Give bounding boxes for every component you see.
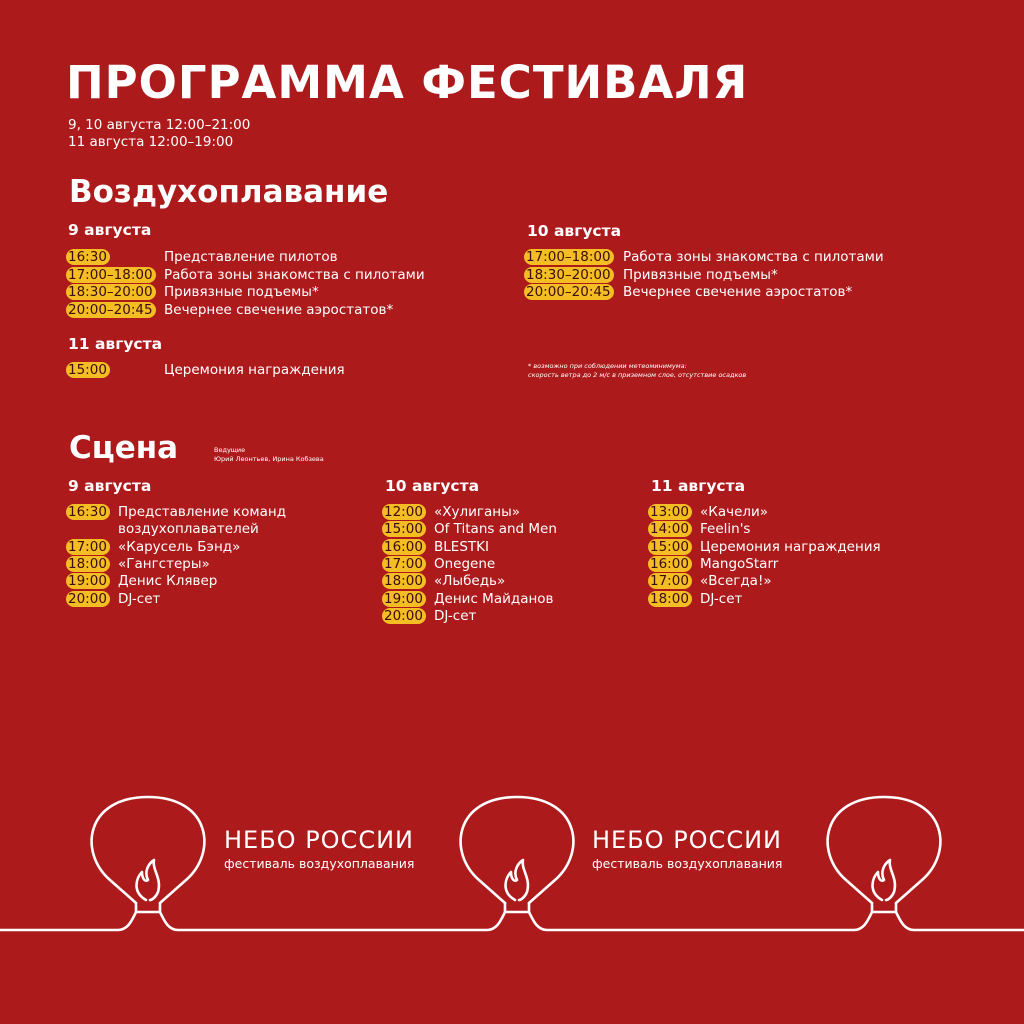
time-badge: 15:00 xyxy=(66,362,110,378)
time-badge: 17:00 xyxy=(648,573,692,589)
day-heading: 11 августа xyxy=(68,335,163,353)
event-name: «Карусель Бэнд» xyxy=(118,538,241,555)
time-badge: 19:00 xyxy=(382,591,426,607)
time-badge: 17:00 xyxy=(382,556,426,572)
balloon-basket xyxy=(872,903,896,912)
time-badge: 20:00 xyxy=(66,591,110,607)
time-badge: 16:00 xyxy=(648,556,692,572)
event-name-continued: воздухоплавателей xyxy=(118,521,259,538)
event-name: Церемония награждения xyxy=(700,538,881,555)
event-name: Of Titans and Men xyxy=(434,521,557,538)
page-title: ПРОГРАММА ФЕСТИВАЛЯ xyxy=(66,56,749,109)
time-badge: 17:00 xyxy=(66,539,110,555)
footnote-line: * возможно при соблюдении метеоминимума: xyxy=(528,362,687,370)
event-name: Представление пилотов xyxy=(164,249,338,265)
day-heading: 9 августа xyxy=(68,221,152,239)
time-badge: 18:00 xyxy=(66,556,110,572)
time-badge: 19:00 xyxy=(66,573,110,589)
balloon-envelope xyxy=(461,797,574,903)
time-badge: 18:30–20:00 xyxy=(524,267,614,283)
time-badge: 20:00 xyxy=(382,608,426,624)
event-name: «Хулиганы» xyxy=(434,504,521,520)
event-name: «Качели» xyxy=(700,504,769,520)
time-badge: 17:00–18:00 xyxy=(66,267,156,283)
day-heading: 9 августа xyxy=(68,477,152,495)
event-name: MangoStarr xyxy=(700,555,779,572)
flame-icon xyxy=(506,860,528,900)
time-badge: 20:00–20:45 xyxy=(66,302,156,318)
day-heading: 10 августа xyxy=(385,477,480,495)
event-name: Работа зоны знакомства с пилотами xyxy=(623,249,884,265)
time-badge: 18:00 xyxy=(648,591,692,607)
flame-icon xyxy=(137,860,159,900)
event-name: «Гангстеры» xyxy=(118,555,210,572)
brand-subtitle: фестиваль воздухоплавания xyxy=(224,856,415,871)
balloon-basket xyxy=(136,903,160,912)
event-name: DJ-сет xyxy=(434,607,477,624)
event-name: «Лыбедь» xyxy=(434,573,506,590)
ground-line xyxy=(0,912,1024,930)
time-badge: 15:00 xyxy=(648,539,692,555)
section-title-stage: Сцена xyxy=(69,430,179,466)
day-heading: 10 августа xyxy=(527,222,622,240)
event-name: Привязные подъемы* xyxy=(623,266,778,283)
event-name: Вечернее свечение аэростатов* xyxy=(164,301,394,318)
event-name: Денис Клявер xyxy=(118,573,218,590)
event-name: Вечернее свечение аэростатов* xyxy=(623,284,853,300)
time-badge: 20:00–20:45 xyxy=(524,284,614,300)
event-name: Денис Майданов xyxy=(434,590,554,607)
brand-subtitle: фестиваль воздухоплавания xyxy=(592,856,783,871)
brand-name: НЕБО РОССИИ xyxy=(224,826,414,854)
event-name: «Всегда!» xyxy=(700,573,772,590)
event-name: Привязные подъемы* xyxy=(164,284,319,300)
event-name: Церемония награждения xyxy=(164,362,345,378)
time-badge: 15:00 xyxy=(382,521,426,537)
section-title-aeronautics: Воздухоплавание xyxy=(69,174,389,210)
hosts-names: Юрий Леонтьев, Ирина Кобзева xyxy=(214,455,324,463)
time-badge: 12:00 xyxy=(382,504,426,520)
hours-line: 11 августа 12:00–19:00 xyxy=(68,134,234,150)
event-name: DJ-сет xyxy=(118,590,161,607)
day-heading: 11 августа xyxy=(651,477,746,495)
hours-line: 9, 10 августа 12:00–21:00 xyxy=(68,117,251,133)
brand-name: НЕБО РОССИИ xyxy=(592,826,782,854)
balloon-basket xyxy=(505,903,529,912)
time-badge: 14:00 xyxy=(648,521,692,537)
hosts-label: Ведущие xyxy=(214,446,246,454)
event-name: BLESTKI xyxy=(434,538,489,555)
event-name: Onegene xyxy=(434,555,496,572)
event-name: DJ-сет xyxy=(700,590,743,607)
event-name: Работа зоны знакомства с пилотами xyxy=(164,266,425,283)
event-name: Feelin's xyxy=(700,521,751,538)
flame-icon xyxy=(873,860,895,900)
event-name: Представление команд xyxy=(118,504,287,520)
balloon-envelope xyxy=(92,797,205,903)
time-badge: 13:00 xyxy=(648,504,692,520)
time-badge: 16:30 xyxy=(66,504,110,520)
time-badge: 17:00–18:00 xyxy=(524,249,614,265)
time-badge: 16:00 xyxy=(382,539,426,555)
footnote-line: скорость ветра до 2 м/с в приземном слое, отсутствие осадков xyxy=(528,371,747,379)
time-badge: 16:30 xyxy=(66,249,110,265)
time-badge: 18:30–20:00 xyxy=(66,284,156,300)
balloon-envelope xyxy=(828,797,941,903)
time-badge: 18:00 xyxy=(382,573,426,589)
